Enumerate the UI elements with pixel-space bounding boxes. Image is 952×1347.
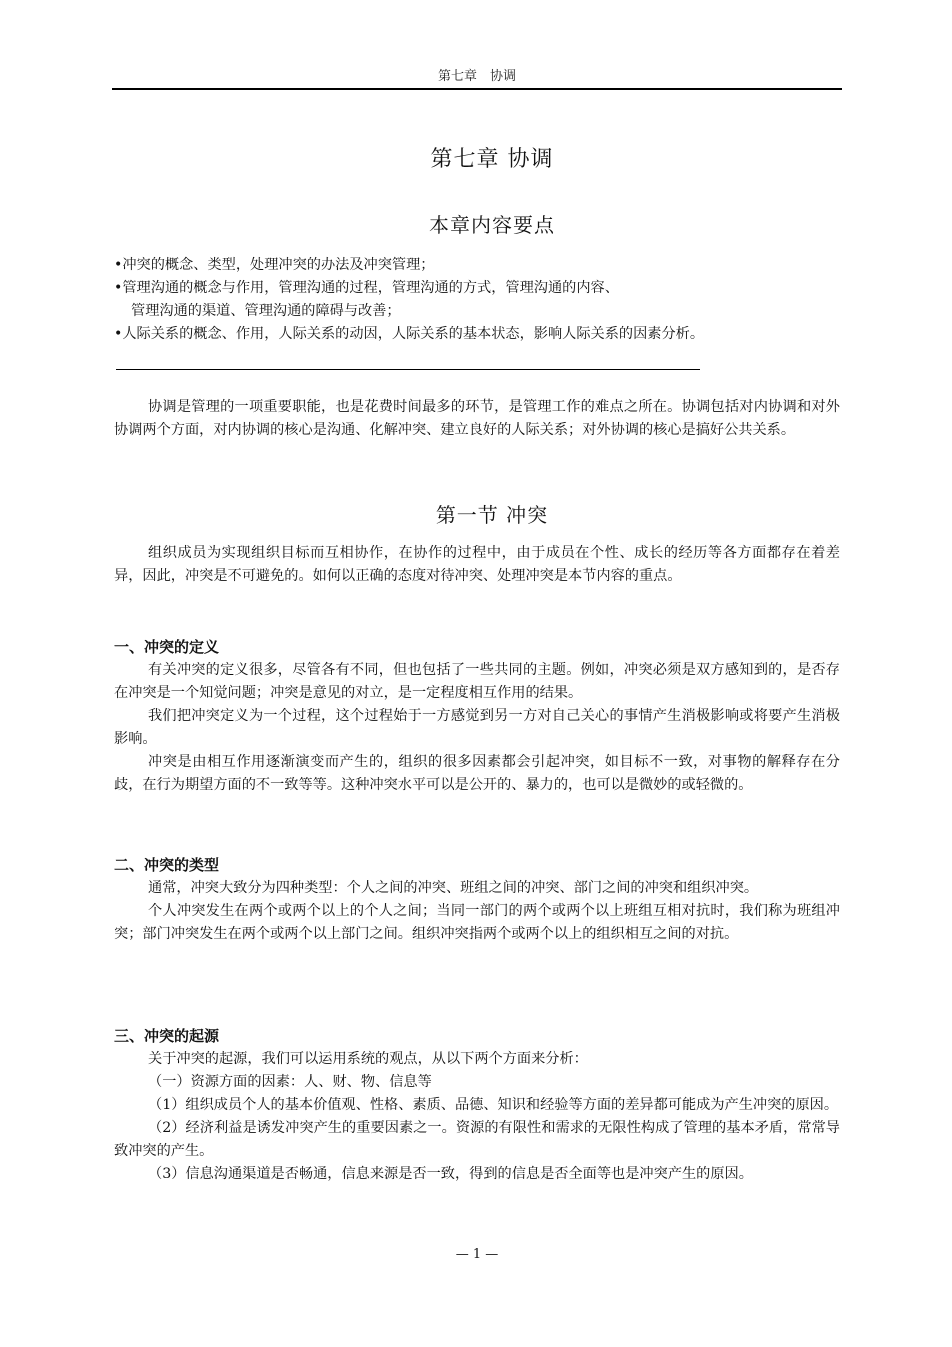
paragraph: 有关冲突的定义很多，尽管各有不同，但也包括了一些共同的主题。例如，冲突必须是双方感知到的，是否存在冲突是一个知觉问题；冲突是意见的对立，是一定程度相互作用的结果。 [114, 662, 840, 701]
key-point-item: •管理沟通的概念与作用，管理沟通的过程，管理沟通的方式，管理沟通的内容、 [114, 280, 619, 296]
paragraph: 关于冲突的起源，我们可以运用系统的观点，从以下两个方面来分析： [148, 1051, 588, 1067]
key-points-title: 本章内容要点 [429, 213, 555, 237]
chapter-title: 第七章 协调 [430, 147, 554, 172]
key-point-item: •人际关系的概念、作用，人际关系的动因，人际关系的基本状态，影响人际关系的因素分析。 [114, 326, 705, 342]
paragraph: 我们把冲突定义为一个过程，这个过程始于一方感觉到另一方对自己关心的事情产生消极影响或将要产生消极影响。 [114, 708, 840, 747]
key-point-item-continuation: 管理沟通的渠道、管理沟通的障碍与改善； [131, 303, 401, 319]
paragraph: 通常，冲突大致分为四种类型：个人之间的冲突、班组之间的冲突、部门之间的冲突和组织冲突。 [148, 880, 759, 896]
key-points-list [114, 254, 854, 346]
subsection-heading: 一、冲突的定义 [114, 638, 220, 656]
page-number: — 1 — [455, 1247, 499, 1262]
running-header: 第七章 协调 [437, 69, 516, 84]
section-intro [114, 542, 840, 588]
subsection-definition [114, 636, 840, 797]
key-points-rule [116, 369, 700, 370]
paragraph: （1）组织成员个人的基本价值观、性格、素质、品德、知识和经验等方面的差异都可能成为产生冲突的原因。 [148, 1097, 839, 1113]
paragraph: （一）资源方面的因素：人、财、物、信息等 [148, 1074, 432, 1090]
header-rule [112, 88, 842, 90]
key-point-item: •冲突的概念、类型，处理冲突的办法及冲突管理； [114, 257, 435, 273]
paragraph: 冲突是由相互作用逐渐演变而产生的，组织的很多因素都会引起冲突，如目标不一致，对事物的解释存在分歧，在行为期望方面的不一致等等。这种冲突水平可以是公开的、暴力的，也可以是微妙的或轻微的。 [114, 754, 840, 793]
subsection-types [114, 854, 840, 946]
subsection-origins [114, 1025, 840, 1186]
paragraph: （2）经济利益是诱发冲突产生的重要因素之一。资源的有限性和需求的无限性构成了管理的基本矛盾，常常导致冲突的产生。 [114, 1120, 840, 1159]
chapter-intro [114, 396, 840, 442]
paragraph: 协调是管理的一项重要职能，也是花费时间最多的环节，是管理工作的难点之所在。协调包括对内协调和对外协调两个方面，对内协调的核心是沟通、化解冲突、建立良好的人际关系；对外协调的核心是搞好公共关系。 [114, 399, 840, 438]
paragraph: 个人冲突发生在两个或两个以上的个人之间；当同一部门的两个或两个以上班组互相对抗时，我们称为班组冲突；部门冲突发生在两个或两个以上部门之间。组织冲突指两个或两个以上的组织相互之间的对抗。 [114, 903, 840, 942]
section-title: 第一节 冲突 [435, 503, 549, 527]
paragraph: 组织成员为实现组织目标而互相协作，在协作的过程中，由于成员在个性、成长的经历等各方面都存在着差异，因此，冲突是不可避免的。如何以正确的态度对待冲突、处理冲突是本节内容的重点。 [114, 545, 840, 584]
subsection-heading: 二、冲突的类型 [114, 856, 220, 874]
subsection-heading: 三、冲突的起源 [114, 1027, 220, 1045]
paragraph: （3）信息沟通渠道是否畅通，信息来源是否一致，得到的信息是否全面等也是冲突产生的原因。 [148, 1166, 753, 1182]
